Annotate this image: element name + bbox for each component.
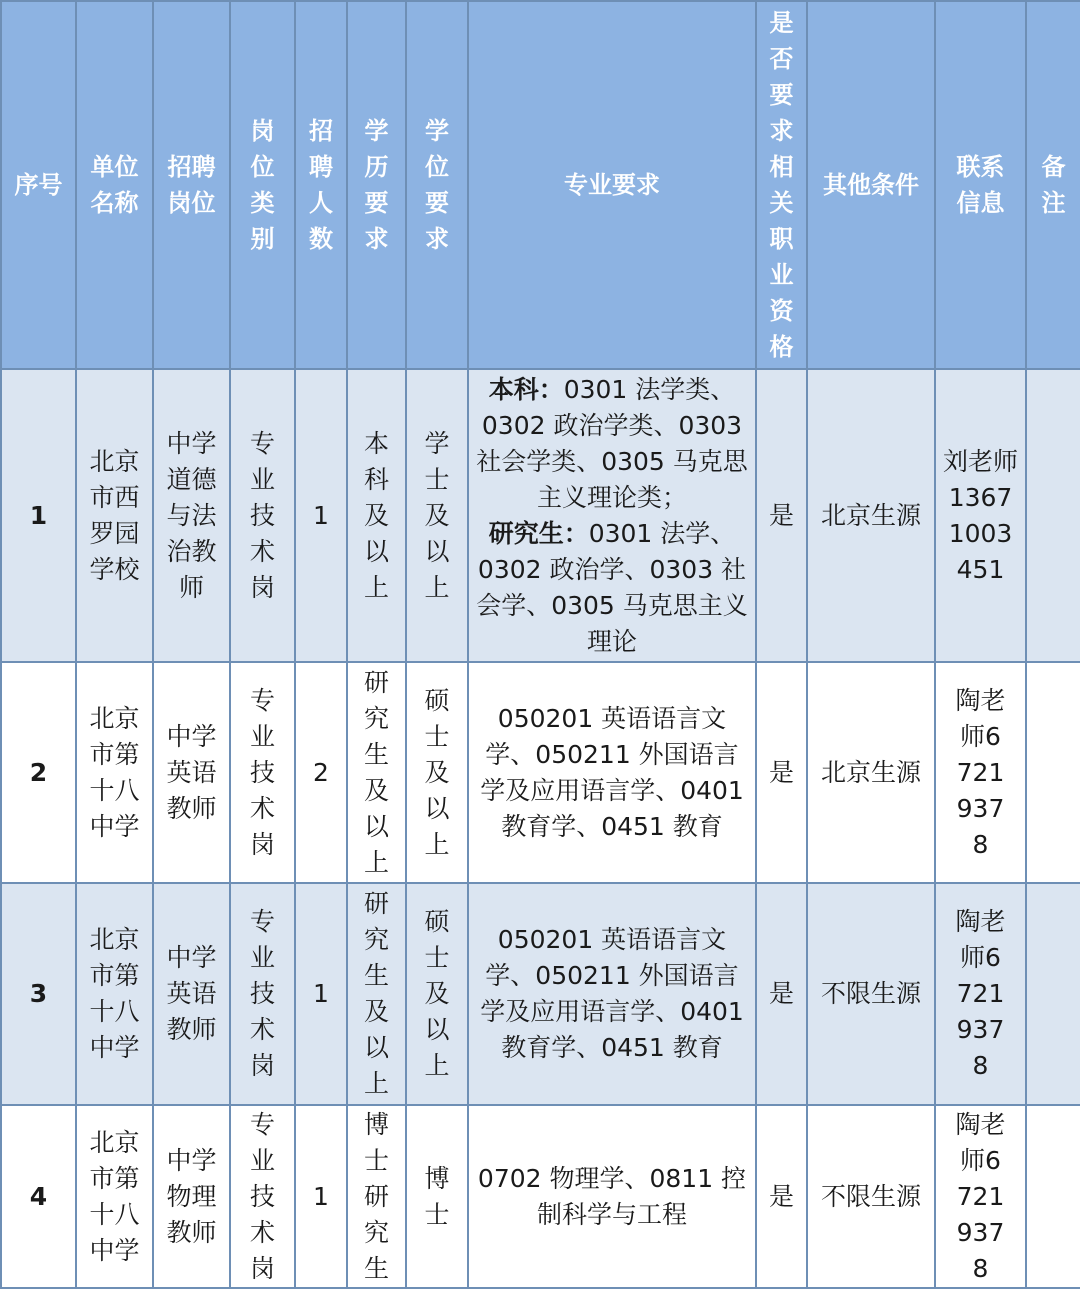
- cell-qualification: 是: [756, 1105, 807, 1288]
- cell-unit: 北京市第十八中学: [76, 662, 153, 883]
- cell-position: 中学物理教师: [153, 1105, 230, 1288]
- major-graduate-label: 研究生：: [488, 518, 589, 548]
- cell-category: 专业技术岗: [230, 662, 295, 883]
- cell-seq: 3: [1, 883, 76, 1105]
- cell-major: 050201 英语语言文学、050211 外国语言学及应用语言学、0401 教育学、0451 教育: [468, 662, 756, 883]
- cell-count: 2: [295, 662, 347, 883]
- cell-unit: 北京市第十八中学: [76, 1105, 153, 1288]
- cell-major: [468, 369, 756, 662]
- header-seq: 序号: [1, 1, 76, 369]
- header-unit: 单位名称: [76, 1, 153, 369]
- cell-remark: [1026, 369, 1080, 662]
- cell-category: 专业技术岗: [230, 369, 295, 662]
- cell-seq: 4: [1, 1105, 76, 1288]
- cell-contact: 陶老师67219378: [935, 1105, 1026, 1288]
- cell-unit: 北京市西罗园学校: [76, 369, 153, 662]
- major-bachelor-label: 本科：: [488, 374, 564, 404]
- cell-contact: 刘老师13671003451: [935, 369, 1026, 662]
- header-category: 岗位类别: [230, 1, 295, 369]
- cell-category: 专业技术岗: [230, 1105, 295, 1288]
- cell-remark: [1026, 883, 1080, 1105]
- cell-education: 博士研究生: [347, 1105, 406, 1288]
- cell-seq: 2: [1, 662, 76, 883]
- cell-other: 北京生源: [807, 662, 935, 883]
- header-other: 其他条件: [807, 1, 935, 369]
- cell-education: 研究生及以上: [347, 883, 406, 1105]
- cell-remark: [1026, 662, 1080, 883]
- cell-major: 0702 物理学、0811 控制科学与工程: [468, 1105, 756, 1288]
- cell-seq: 1: [1, 369, 76, 662]
- cell-position: 中学英语教师: [153, 662, 230, 883]
- header-degree: 学位要求: [406, 1, 468, 369]
- header-count: 招聘人数: [295, 1, 347, 369]
- cell-education: 研究生及以上: [347, 662, 406, 883]
- cell-contact: 陶老师67219378: [935, 662, 1026, 883]
- header-row: [1, 1, 1080, 369]
- header-qualification: 是否要求相关职业资格: [756, 1, 807, 369]
- cell-count: 1: [295, 369, 347, 662]
- table-row: [1, 1105, 1080, 1288]
- header-major: 专业要求: [468, 1, 756, 369]
- cell-other: 不限生源: [807, 1105, 935, 1288]
- cell-count: 1: [295, 883, 347, 1105]
- major-graduate: 0301 法学、0302 政治学、0303 社会学、0305 马克思主义理论: [476, 518, 748, 656]
- table-row: [1, 662, 1080, 883]
- cell-qualification: 是: [756, 883, 807, 1105]
- cell-count: 1: [295, 1105, 347, 1288]
- cell-other: 不限生源: [807, 883, 935, 1105]
- header-position: 招聘岗位: [153, 1, 230, 369]
- cell-unit: 北京市第十八中学: [76, 883, 153, 1105]
- table-row: [1, 883, 1080, 1105]
- cell-degree: 学士及以上: [406, 369, 468, 662]
- header-education: 学历要求: [347, 1, 406, 369]
- cell-degree: 博士: [406, 1105, 468, 1288]
- cell-qualification: 是: [756, 662, 807, 883]
- cell-contact: 陶老师67219378: [935, 883, 1026, 1105]
- cell-category: 专业技术岗: [230, 883, 295, 1105]
- major-bachelor: 0301 法学类、0302 政治学类、0303 社会学类、0305 马克思主义理论类；: [476, 374, 748, 512]
- table-row: [1, 369, 1080, 662]
- cell-degree: 硕士及以上: [406, 662, 468, 883]
- cell-remark: [1026, 1105, 1080, 1288]
- header-contact: 联系信息: [935, 1, 1026, 369]
- cell-position: 中学道德与法治教师: [153, 369, 230, 662]
- cell-other: 北京生源: [807, 369, 935, 662]
- cell-qualification: 是: [756, 369, 807, 662]
- cell-degree: 硕士及以上: [406, 883, 468, 1105]
- header-remark: 备注: [1026, 1, 1080, 369]
- cell-education: 本科及以上: [347, 369, 406, 662]
- cell-major: 050201 英语语言文学、050211 外国语言学及应用语言学、0401 教育学、0451 教育: [468, 883, 756, 1105]
- cell-position: 中学英语教师: [153, 883, 230, 1105]
